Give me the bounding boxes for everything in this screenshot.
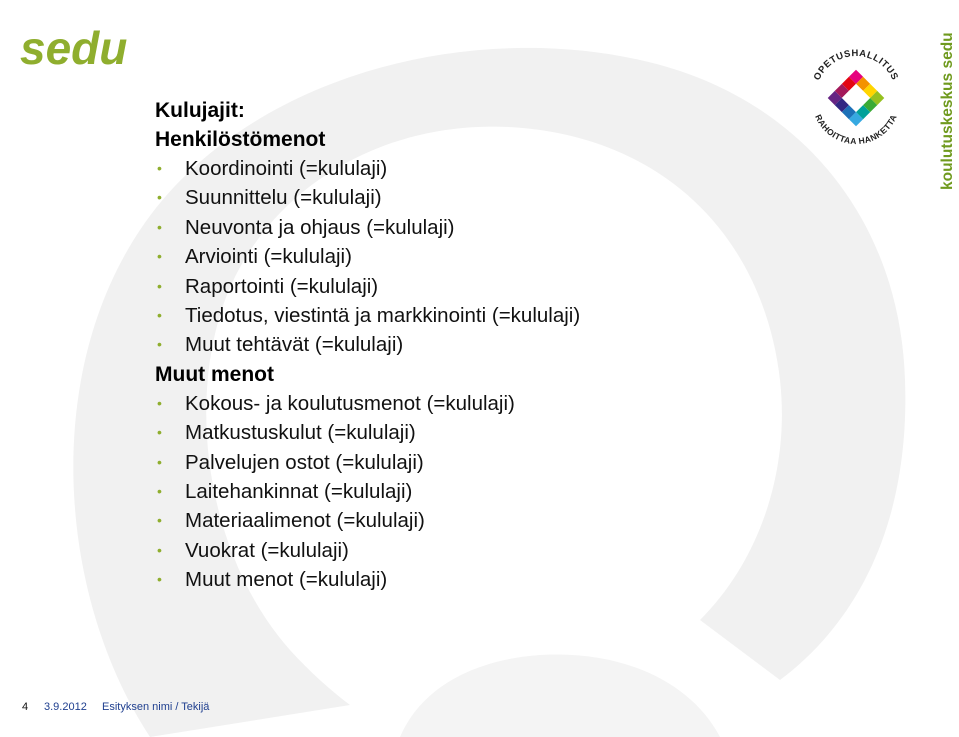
slide-footer (22, 701, 209, 713)
list-item: • Suunnittelu (=kululaji) (155, 183, 795, 212)
opetushallitus-seal (800, 40, 912, 152)
list-item: • Matkustuskulut (=kululaji) (155, 418, 795, 447)
bullet-icon: • (157, 453, 162, 470)
bullet-icon: • (157, 512, 162, 529)
bullet-icon: • (157, 541, 162, 558)
list-item: • Muut menot (=kululaji) (155, 565, 795, 594)
list-item: • Arviointi (=kululaji) (155, 242, 795, 271)
bullet-icon: • (157, 160, 162, 176)
sedu-logo (18, 20, 142, 74)
sedu-logo-text: sedu (20, 22, 128, 74)
bullet-icon: • (157, 218, 162, 235)
footer-date: 3.9.2012 (44, 701, 87, 713)
list-item: • Raportointi (=kululaji) (155, 272, 795, 301)
seal-diamond-icon (828, 70, 885, 127)
bullet-icon: • (157, 571, 162, 588)
list-item: • Palvelujen ostot (=kululaji) (155, 448, 795, 477)
list-item: • Neuvonta ja ohjaus (=kululaji) (155, 213, 795, 242)
bullet-icon: • (157, 307, 162, 324)
list-item: • Muut tehtävät (=kululaji) (155, 330, 795, 359)
list-item: • Kokous- ja koulutusmenot (=kululaji) (155, 389, 795, 418)
svg-text:RAHOITTAA HANKETTA: RAHOITTAA HANKETTA (813, 112, 899, 147)
list-item: • Tiedotus, viestintä ja markkinointi (=kululaji) (155, 301, 795, 330)
list-item: • Materiaalimenot (=kululaji) (155, 506, 795, 535)
side-brand (930, 22, 959, 192)
bullet-icon: • (157, 394, 162, 411)
bullet-icon: • (157, 277, 162, 294)
section-list (155, 154, 795, 360)
bullet-icon: • (157, 248, 162, 265)
section-heading: Muut menot (155, 362, 274, 386)
page-number: 4 (22, 701, 29, 713)
list-item: • Vuokrat (=kululaji) (155, 536, 795, 565)
slide-title: Kulujajit: (155, 99, 245, 122)
side-brand-text: koulutuskeskus sedu (939, 32, 956, 190)
footer-presentation: Esityksen nimi / Tekijä (102, 701, 210, 713)
section-list (155, 389, 795, 595)
bullet-icon: • (157, 424, 162, 441)
section-heading: Henkilöstömenot (155, 128, 326, 151)
bullet-icon: • (157, 336, 162, 353)
slide-content (155, 96, 795, 595)
svg-text:OPETUSHALLITUS: OPETUSHALLITUS (811, 47, 901, 83)
bullet-icon: • (157, 189, 162, 206)
bullet-icon: • (157, 483, 162, 500)
list-item: • Koordinointi (=kululaji) (155, 154, 795, 183)
list-item: • Laitehankinnat (=kululaji) (155, 477, 795, 506)
